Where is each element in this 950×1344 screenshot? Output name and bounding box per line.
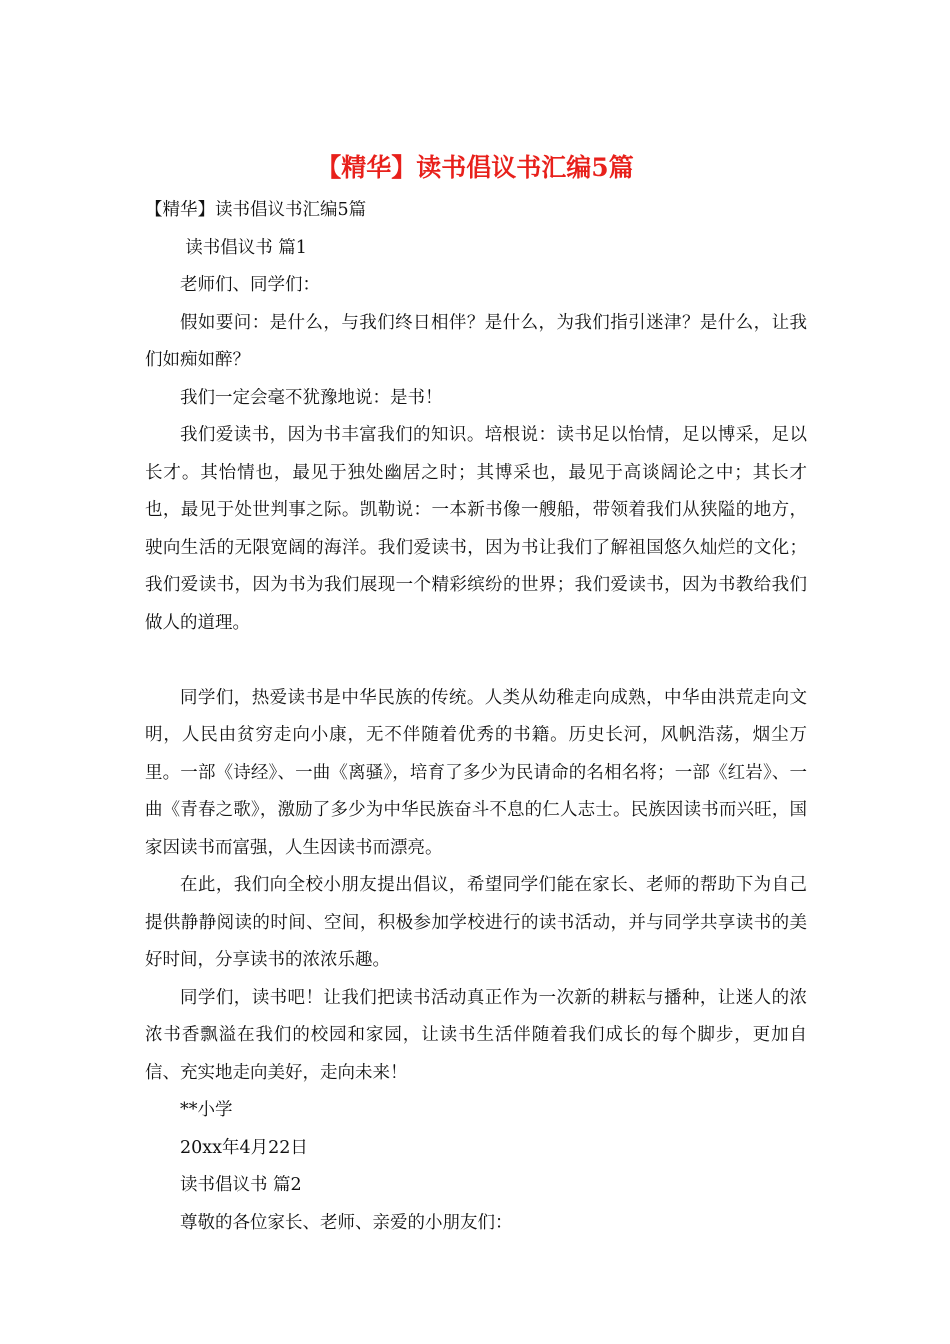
date: 20xx年4月22日 — [180, 1137, 308, 1158]
salutation-1: 老师们、同学们： — [180, 275, 320, 295]
document-body — [145, 192, 807, 1242]
paragraph-6: 同学们，读书吧！让我们把读书活动真正作为一次新的耕耘与播种，让迷人的浓浓书香飘溢在我们的校园和家园，让读书生活伴随着我们成长的每个脚步，更加自信、充实地走向美好，走向未来！ — [145, 987, 807, 1083]
paragraph-2: 我们一定会毫不犹豫地说：是书！ — [180, 387, 443, 408]
paragraph-5: 在此，我们向全校小朋友提出倡议，希望同学们能在家长、老师的帮助下为自己提供静静阅读的时间、空间，积极参加学校进行的读书活动，并与同学共享读书的美好时间，分享读书的浓浓乐趣。 — [145, 875, 807, 970]
paragraph-1: 假如要问：是什么，与我们终日相伴？是什么，为我们指引迷津？是什么，让我们如痴如醉？ — [145, 312, 807, 370]
signature: **小学 — [180, 1100, 233, 1120]
paragraph-3: 我们爱读书，因为书丰富我们的知识。培根说：读书足以怡情，足以博采，足以长才。其怡情也，最见于独处幽居之时；其博采也，最见于高谈阔论之中；其长才也，最见于处世判事之际。凯勒说：一本新书像一艘船，带领着我们从狭隘的地方，驶向生活的无限宽阔的海洋。我们爱读书，因为书让我们了解祖国悠久灿烂的文化；我们爱读书，因为书为我们展现一个精彩缤纷的世界；我们爱读书，因为书教给我们做人的道理。 — [145, 425, 807, 633]
document-subtitle: 【精华】读书倡议书汇编5篇 — [145, 200, 367, 220]
document-title: 【精华】读书倡议书汇编5篇 — [316, 153, 634, 182]
section-heading-2: 读书倡议书 篇2 — [180, 1175, 302, 1195]
section-heading-1: 读书倡议书 篇1 — [185, 237, 307, 258]
paragraph-gap — [145, 642, 807, 680]
paragraph-4: 同学们，热爱读书是中华民族的传统。人类从幼稚走向成熟，中华由洪荒走向文明，人民由贫穷走向小康，无不伴随着优秀的书籍。历史长河，风帆浩荡，烟尘万里。一部《诗经》、一曲《离骚》，培育了多少为民请命的名相名将；一部《红岩》、一曲《青春之歌》，激励了多少为中华民族奋斗不息的仁人志士。民族因读书而兴旺，国家因读书而富强，人生因读书而漂亮。 — [145, 687, 807, 858]
salutation-2: 尊敬的各位家长、老师、亲爱的小朋友们： — [180, 1212, 513, 1233]
